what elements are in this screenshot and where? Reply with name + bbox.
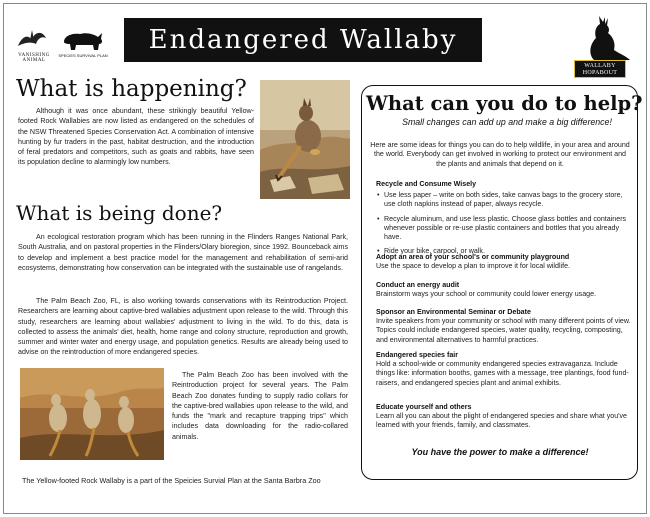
wallaby-on-rock-photo	[260, 80, 350, 199]
what-is-being-done-heading: What is being done?	[16, 201, 223, 225]
wallaby-hopabout-line1: WALLABY	[584, 63, 616, 69]
adopt-section	[376, 253, 632, 271]
palm-beach-funding-paragraph: The Palm Beach Zoo has been involved with the Reintroduction project for several years. The Palm Beach Zoo donates funding to supply radio collars for the captive-bred wallabies upon release to the wild, and funds the "mark and recapture trapping trips" which includes data downloading for the radio-collared animals.	[172, 371, 348, 441]
adopt-heading: Adopt an area of your school's or community playground	[376, 253, 570, 261]
help-subheading: Small changes can add up and make a big difference!	[402, 117, 612, 127]
species-survival-plan-logo	[62, 28, 104, 52]
educate-heading: Educate yourself and others	[376, 403, 472, 411]
energy-audit-text: Brainstorm ways your school or community could lower energy usage.	[376, 290, 596, 299]
recycle-bullet-bike: • Ride your bike, carpool, or walk.	[376, 247, 632, 256]
species-fair-section	[376, 351, 632, 388]
vanishing-animal-logo-text: VANISHING ANIMAL	[18, 53, 50, 63]
closing-statement: You have the power to make a difference!	[411, 447, 589, 457]
wallaby-hopabout-line2: HOPABOUT	[582, 70, 618, 76]
species-fair-heading: Endangered species fair	[376, 351, 459, 359]
bounceback-paragraph: An ecological restoration program which has been running in the Flinders Ranges National Park, South Australia, and on pastoral properties in the Flinders/Olary bioregion, since 1992. Bounceback aims to develop and implement a best practice model for the management and rehabilitation of semi-arid ecosystems, demonstrating how conservation can be integrated with the sustainable use of rangelands.	[18, 233, 348, 272]
recycle-bullet-aluminum: • Recycle aluminum, and use less plastic. Choose glass bottles and containers whenever possible or re-use plastic containers and bottles that you already have.	[376, 215, 632, 243]
recycle-heading: Recycle and Consume Wisely	[376, 180, 477, 188]
educate-text: Learn all you can about the plight of endangered species and share what you've learned with your friends, family, and classmates.	[376, 412, 627, 430]
energy-audit-section	[376, 281, 632, 299]
page-title: Endangered Wallaby	[124, 18, 482, 62]
seminar-heading: Sponsor an Environmental Seminar or Debate	[376, 308, 531, 316]
species-fair-text: Hold a school-wide or community endangered species extravaganza. Include things like: information booths, games with a message, tree plantings, food fund-raisers, and endangered species plant and animal exhibits.	[376, 360, 629, 387]
wallaby-group-photo	[20, 368, 164, 460]
species-survival-footnote: The Yellow-footed Rock Wallaby is a part of the Speicies Survial Plan at the Santa Barbra Zoo	[22, 476, 321, 485]
what-is-happening-text: Although it was once abundant, these strikingly beautiful Yellow-footed Rock Wallabies are now listed as endangered on the schedules of the NSW Threatened Species Conservation Act. A combination of intensive hunting by fur traders in the past, habitat destruction, and the introduction of feral predators and competitors, such as goats and rabbits, have seen its population decline to alarmingly low numbers.	[18, 107, 254, 167]
adopt-text: Use the space to develop a plan to improve it for local wildlife.	[376, 262, 570, 271]
seminar-text: Invite speakers from your community or school with many different points of view. Topics could include endangered species, water quality, recycling, composting, and environmental alternatives to harmful practices.	[376, 317, 631, 344]
species-survival-plan-logo-text: SPECIES SURVIVAL PLAN	[58, 53, 108, 58]
energy-audit-heading: Conduct an energy audit	[376, 281, 460, 289]
palm-beach-zoo-paragraph: The Palm Beach Zoo, FL, is also working towards conservations with its Reintroduction Project. Researchers are learning about captive-bred wallabies adjustment upon release to the wild. Through this study, researchers are learning about wallabies' adjustment to living in the wild. To do this, data is collected to assess the animals' diet, health, home range and colony structure, reproduction and growth, summer and winter water and energy usage, and population genetics. Results are already being used to advise on the reintroduction of more endangered species.	[18, 297, 348, 357]
what-is-happening-heading: What is happening?	[16, 76, 247, 102]
recycle-bullet-paper: • Use less paper – write on both sides, take canvas bags to the grocery store, use cloth napkins instead of paper, always recycle.	[376, 191, 632, 209]
wallaby-hopabout-label	[574, 60, 626, 78]
help-intro: Here are some ideas for things you can do to help wildlife, in your area and around the world. Everybody can get involved in working to protect our environment and the plants and animals that depend on it.	[370, 141, 630, 168]
recycle-section	[376, 180, 632, 256]
vanishing-animal-logo	[14, 26, 50, 52]
seminar-section	[376, 308, 632, 345]
educate-section	[376, 403, 632, 431]
help-heading: What can you do to help?	[366, 92, 643, 115]
